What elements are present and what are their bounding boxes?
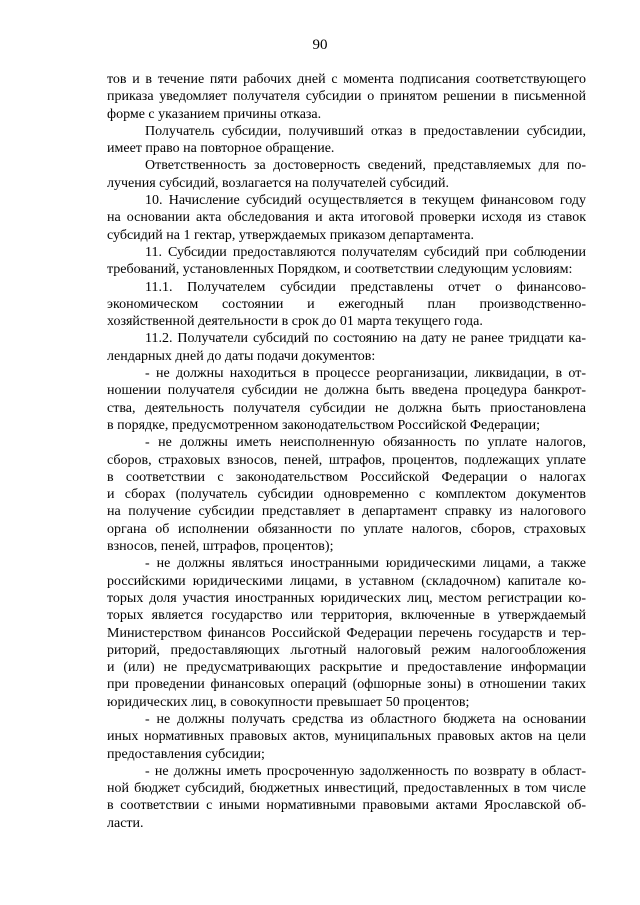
text-line: 11.2. Получатели субсидий по состоянию на дату не ранее тридцати ка- <box>145 331 586 347</box>
text-line: ства, деятельность получателя субсидии не должна быть приостановлена <box>107 400 586 416</box>
text-line: - не должны находиться в процессе реорганизации, ликвидации, в от- <box>145 366 586 382</box>
paragraph <box>107 555 586 711</box>
text-line: в соответствии с иными нормативными правовыми актами Ярославской об- <box>107 798 586 814</box>
paragraph <box>107 192 586 244</box>
text-line: форме с указанием причины отказа. <box>107 106 322 122</box>
text-line: иных нормативных правовых актов, муниципальных правовых актов на цели <box>107 729 586 745</box>
paragraph <box>107 711 586 763</box>
text-line: Ответственность за достоверность сведений, представляемых для по- <box>145 158 586 174</box>
text-line: ношении получателя субсидии не должна быть введена процедура банкрот- <box>107 383 586 399</box>
text-line: Министерством финансов Российской Федерации перечень государств и тер- <box>107 625 586 641</box>
text-line: Получатель субсидии, получивший отказ в предоставлении субсидии, <box>145 123 586 139</box>
text-line: имеет право на повторное обращение. <box>107 141 335 157</box>
text-line: и сборах (получатель субсидии одновременно с комплектом документов <box>107 487 586 503</box>
text-line: при проведении финансовых операций (офшорные зоны) в отношении таких <box>107 677 586 693</box>
text-line: 10. Начисление субсидий осуществляется в текущем финансовом году <box>145 193 586 209</box>
text-line: в соответствии с законодательством Российской Федерации о налогах <box>107 469 586 485</box>
text-line: хозяйственной деятельности в срок до 01 марта текущего года. <box>107 314 483 330</box>
text-line: юридических лиц, в совокупности превышает 50 процентов; <box>107 694 470 710</box>
text-line: приказа уведомляет получателя субсидии о принятом решении в письменной <box>107 89 586 105</box>
text-line: на получение субсидии представляет в департамент справку из налогового <box>107 504 586 520</box>
page-number: 90 <box>312 37 328 53</box>
paragraph <box>107 157 586 192</box>
paragraph <box>107 330 586 365</box>
text-line: риторий, предоставляющих льготный налоговый режим налогообложения <box>107 642 586 658</box>
text-line: - не должны иметь просроченную задолженность по возврату в област- <box>145 763 586 779</box>
text-line: органа об исполнении обязанности по уплате налогов, сборов, страховых <box>107 521 586 537</box>
paragraph <box>107 763 586 832</box>
text-line: лендарных дней до даты подачи документов: <box>107 348 376 364</box>
text-line: торых доля участия иностранных юридических лиц, местом регистрации ко- <box>107 590 586 606</box>
text-line: на основании акта обследования и акта итоговой проверки исходя из ставок <box>107 210 586 226</box>
paragraph <box>107 123 586 158</box>
text-line: торых является государство или территория, включенные в утверждаемый <box>107 608 586 624</box>
text-line: взносов, пеней, штрафов, процентов); <box>107 539 334 555</box>
text-line: российскими юридическими лицами, в уставном (складочном) капитале ко- <box>107 573 586 589</box>
text-line: 11. Субсидии предоставляются получателям субсидий при соблюдении <box>145 244 586 260</box>
text-line: и (или) не предусматривающих раскрытие и предоставление информации <box>107 660 586 676</box>
text-line: 11.1. Получателем субсидии представлены отчет о финансово- <box>145 279 586 295</box>
text-line: требований, установленных Порядком, и соответствии следующим условиям: <box>107 262 573 278</box>
text-line: - не должны иметь неисполненную обязанность по уплате налогов, <box>145 435 586 451</box>
text-line: тов и в течение пяти рабочих дней с момента подписания соответствующего <box>107 72 586 87</box>
text-line: лучения субсидий, возлагается на получателей субсидий. <box>107 175 450 191</box>
text-line: - не должны получать средства из областного бюджета на основании <box>145 711 586 727</box>
paragraph <box>107 244 586 279</box>
text-line: - не должны являться иностранными юридическими лицами, а также <box>145 556 586 572</box>
text-line: в порядке, предусмотренном законодательством Российской Федерации; <box>107 417 540 433</box>
paragraph <box>107 434 586 555</box>
text-line: предоставления субсидии; <box>107 746 265 762</box>
text-line: экономическом состоянии и ежегодный план производственно- <box>107 296 586 312</box>
paragraph <box>107 279 586 331</box>
text-line: субсидий на 1 гектар, утверждаемых приказом департамента. <box>107 227 474 243</box>
text-line: ласти. <box>107 815 144 831</box>
paragraph <box>107 71 586 123</box>
text-line: ной бюджет субсидий, бюджетных инвестиций, предоставленных в том числе <box>107 781 586 797</box>
text-line: сборов, страховых взносов, пеней, штрафов, процентов, подлежащих уплате <box>107 452 586 468</box>
paragraph <box>107 365 586 434</box>
document-body <box>107 71 586 832</box>
